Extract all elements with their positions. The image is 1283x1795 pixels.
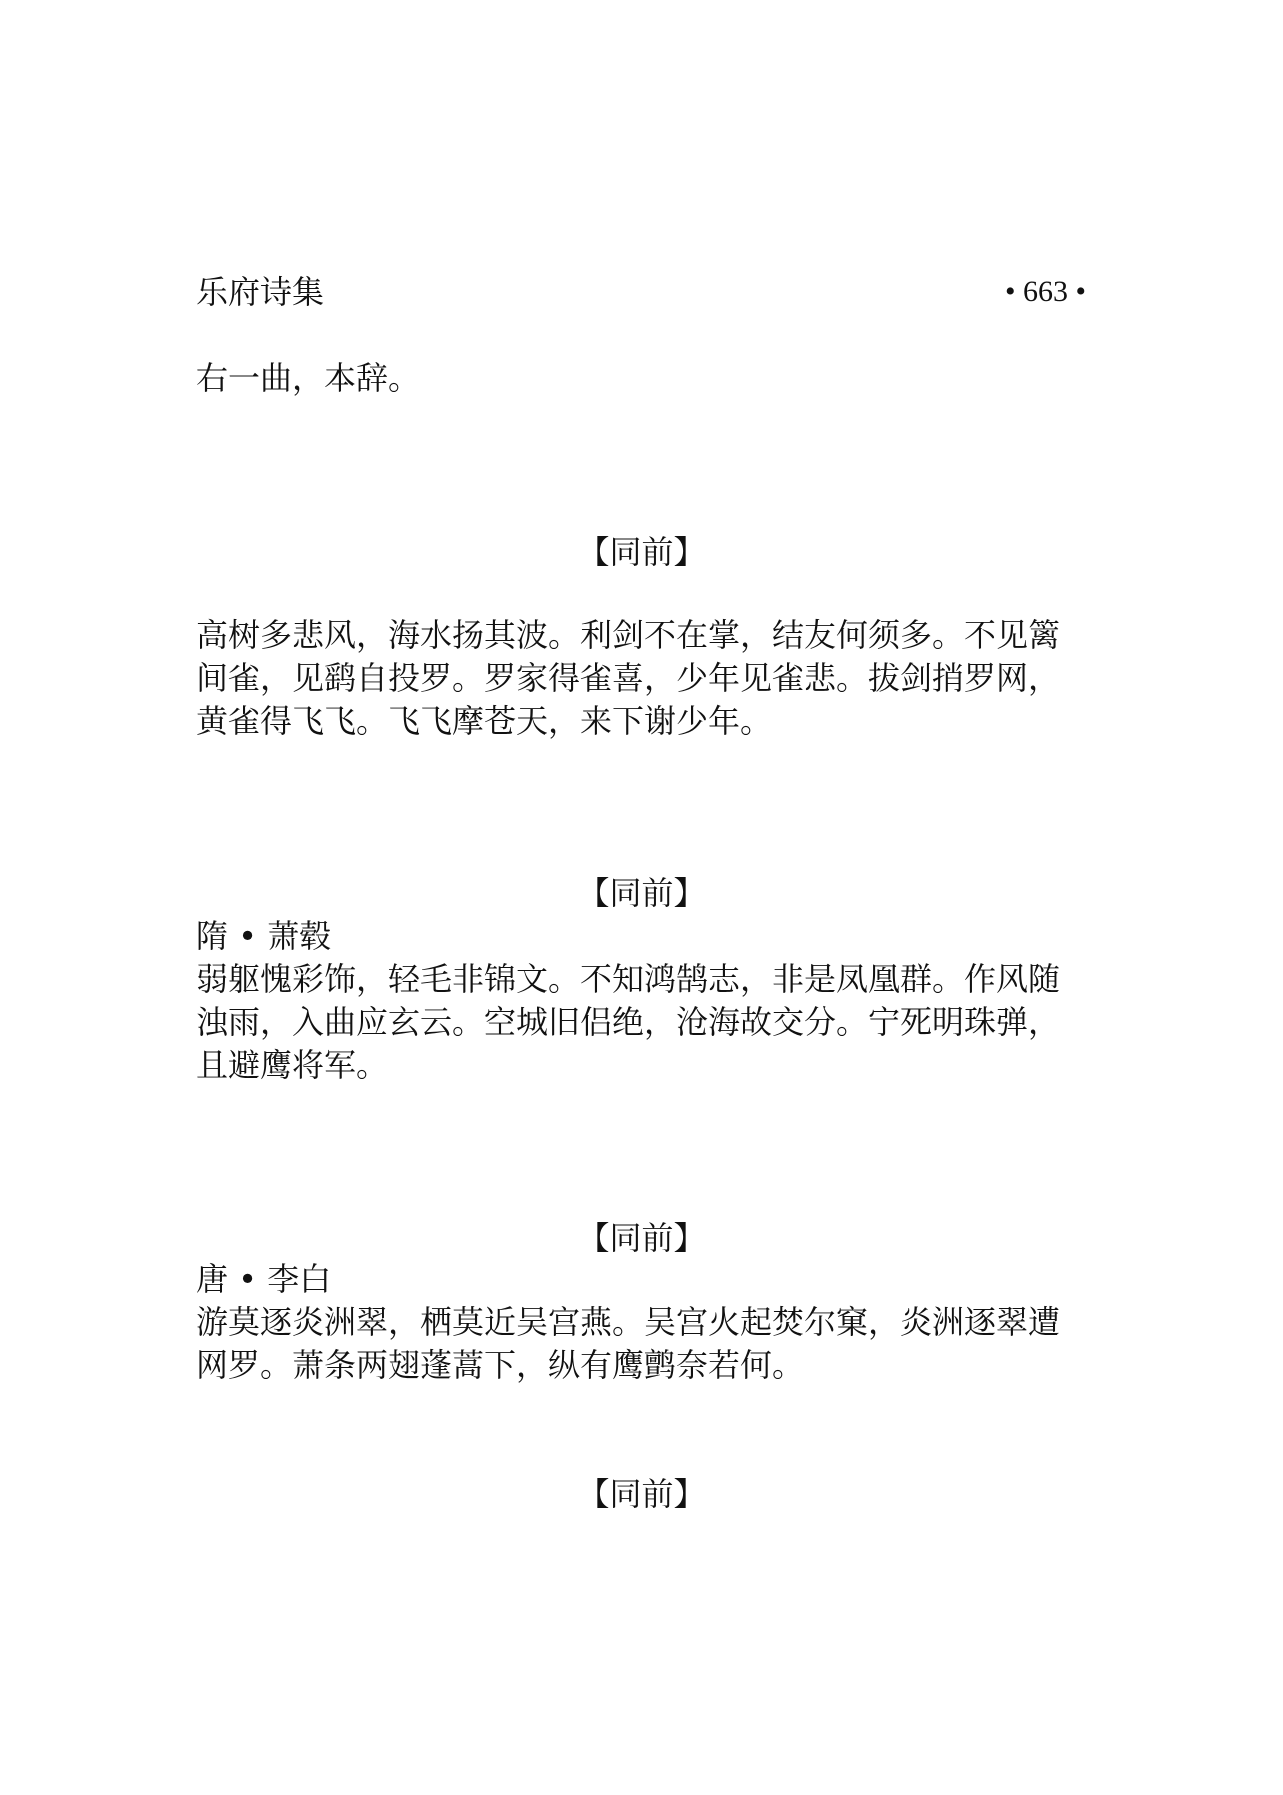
poem-line: 网罗。萧条两翅蓬蒿下，纵有鹰鹯奈若何。 <box>196 1346 805 1384</box>
poem-line: 间雀，见鹞自投罗。罗家得雀喜，少年见雀悲。拔剑捎罗网， <box>196 659 1061 697</box>
poem-line: 游莫逐炎洲翠，栖莫近吴宫燕。吴宫火起焚尔窠，炎洲逐翠遭 <box>196 1303 1061 1341</box>
poem-line: 且避鹰将军。 <box>196 1046 389 1084</box>
section-title: 【同前】 <box>577 1219 706 1257</box>
section-title: 【同前】 <box>577 874 706 912</box>
poem-author: 隋 • 萧毂 <box>196 917 332 955</box>
page-header <box>196 270 1086 314</box>
book-title: 乐府诗集 <box>196 273 325 311</box>
poem-line: 黄雀得飞飞。飞飞摩苍天，来下谢少年。 <box>196 702 773 740</box>
poem-line: 高树多悲风，海水扬其波。利剑不在掌，结友何须多。不见篱 <box>196 616 1061 654</box>
poem-line: 弱躯愧彩饰，轻毛非锦文。不知鸿鹄志，非是凤凰群。作风随 <box>196 960 1061 998</box>
poem-body <box>196 1258 1092 1387</box>
poem-line: 浊雨，入曲应玄云。空城旧侣绝，沧海故交分。宁死明珠弹， <box>196 1003 1061 1041</box>
poem-body <box>196 614 1092 743</box>
section-title: 【同前】 <box>577 1475 706 1513</box>
poem-author: 唐 • 李白 <box>196 1260 332 1298</box>
section-title: 【同前】 <box>577 533 706 571</box>
poem-body <box>196 915 1092 1087</box>
page-number: • 663 • <box>1004 275 1086 308</box>
note-text: 右一曲，本辞。 <box>196 359 421 397</box>
